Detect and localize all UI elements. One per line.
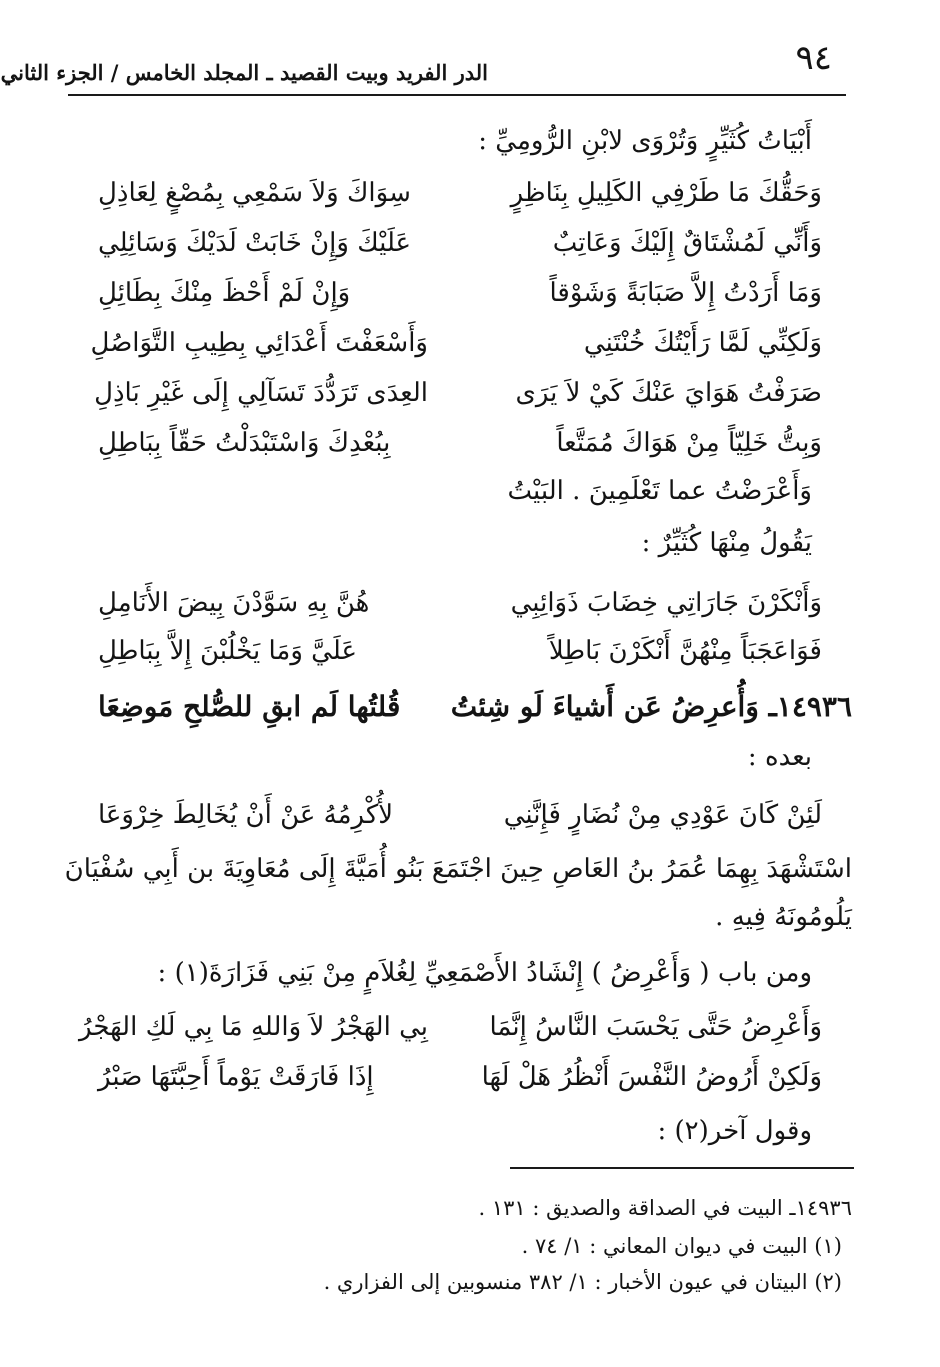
- verse-hemistich-right: وَأَعْرِضُ حَتَّى يَحْسَبَ النَّاسُ إِنَّمَا: [489, 1012, 822, 1042]
- prose-line: وقول آخر(٢) :: [657, 1116, 812, 1146]
- verse-hemistich-right: صَرَفْتُ هَوَايَ عَنْكَ كَيْ لاَ يَرَى: [515, 378, 822, 408]
- header-divider: [68, 94, 846, 96]
- footnote-2: (٢) البيتان في عيون الأخبار : ١/ ٣٨٢ منسوبين إلى الفزاري .: [323, 1270, 842, 1294]
- verse-hemistich-right: وَأَنِّي لَمُشْتَاقٌ إِلَيْكَ وَعَاتِبٌ: [552, 228, 822, 258]
- footnote-1: (١) البيت في ديوان المعاني : ١/ ٧٤ .: [521, 1234, 842, 1258]
- section-line: ومن باب ( وَأَعْرِضُ ) إِنْشَادُ الأَصْمَعِيِّ لِغُلاَمٍ مِنْ بَنِي فَزَارَةَ(١) :: [157, 958, 812, 988]
- verse-hemistich-left: لأُكْرِمُهُ عَنْ أَنْ يُخَالِطَ خِرْوَعَا: [98, 800, 394, 830]
- verse-hemistich-right: لَئِنْ كَانَ عَوْدِي مِنْ نُضَارٍ فَإِنَّنِي: [503, 800, 822, 830]
- entry-verse-right: ١٤٩٣٦ـ وَأُعرِضُ عَن أَشياءَ لَو شِئتُ: [450, 690, 852, 723]
- verse-hemistich-left: بِبُعْدِكَ وَاسْتَبْدَلْتُ حَقّاً بِبَاطِلِ: [98, 428, 391, 458]
- verse-hemistich-right: فَوَاعَجَبَاً مِنْهُنَّ أَنْكَرْنَ بَاطِلاً: [548, 636, 822, 666]
- verse-hemistich-right: وَبِتُّ خَلِيّاً مِنْ هَوَاكَ مُمَتَّعاً: [556, 428, 822, 458]
- after-label: بعده :: [747, 742, 812, 772]
- paragraph-line: اسْتَشْهَدَ بِهِمَا عُمَرُ بنُ العَاصِ حِينَ اجْتَمَعَ بَنُو أُمَيَّةَ إِلَى مُعَاوِيَةَ بن أَبِي سُفْيَانَ: [64, 854, 852, 884]
- prose-line: وَأَعْرَضْتُ عما تَعْلَمِينَ . البَيْتُ: [507, 476, 812, 506]
- verse-hemistich-left: سِوَاكَ وَلاَ سَمْعِي بِمُصْغٍ لِعَاذِلِ: [98, 178, 411, 208]
- verse-hemistich-right: وَمَا أَرَدْتُ إِلاَّ صَبَابَةً وَشَوْقاً: [549, 278, 822, 308]
- verse-hemistich-right: وَأَنْكَرْنَ جَارَاتِي خِضَابَ ذَوَائِبِي: [510, 588, 822, 618]
- footnote-divider: [510, 1167, 854, 1169]
- verse-hemistich-right: وَلَكِنْ أَرُوضُ النَّفْسَ أَنْظُرُ هَلْ لَهَا: [481, 1062, 822, 1092]
- verse-hemistich-right: وَلَكِنِّي لَمَّا رَأَيْتُكَ خُنْتَنِي: [583, 328, 822, 358]
- verse-hemistich-left: عَلَيْكَ وَإِنْ خَابَتْ لَدَيْكَ وَسَائِلِي: [98, 228, 412, 258]
- verse-hemistich-left: هُنَّ بِهِ سَوَّدْنَ بِيضَ الأَنَامِلِ: [98, 588, 370, 618]
- verse-hemistich-left: وَإِنْ لَمْ أَحْظَ مِنْكَ بِطَائِلِ: [98, 278, 351, 308]
- verse-hemistich-left: عَلَيَّ وَمَا يَخْلُبْنَ إِلاَّ بِبَاطِلِ: [98, 636, 357, 666]
- verse-hemistich-left: العِدَى تَرَدُّدَ تَسَآلِي إِلَى غَيْرِ بَاذِلِ: [94, 378, 428, 408]
- footnote-entry: ١٤٩٣٦ـ البيت في الصداقة والصديق : ١٣١ .: [478, 1196, 852, 1220]
- verse-hemistich-left: بِي الهَجْرُ لاَ وَاللهِ مَا بِي لَكِ الهَجْرُ: [79, 1012, 428, 1042]
- entry-verse-left: قُلتُها لَم ابقِ للصُّلحِ مَوضِعَا: [98, 690, 401, 723]
- page-number: ٩٤: [795, 38, 832, 78]
- verse-hemistich-right: وَحَقُّكَ مَا طَرْفِي الكَلِيلِ بِنَاظِرٍ: [510, 178, 822, 208]
- paragraph-line: يَلُومُونَهُ فِيهِ .: [715, 902, 852, 932]
- verse-hemistich-left: إِذَا فَارَقَتْ يَوْماً أَحِبَّتَهَا صَبْرُ: [98, 1062, 374, 1092]
- running-header: الدر الفريد وبيت القصيد ـ المجلد الخامس / الجزء الثاني: [0, 60, 488, 85]
- prose-line: يَقُولُ مِنْهَا كُثَيِّرٌ :: [641, 528, 812, 558]
- verse-hemistich-left: وَأَسْعَفْتَ أَعْدَائِي بِطِيبِ التَّوَاصُلِ: [90, 328, 428, 358]
- intro-line: أَبْيَاتُ كُثَيِّرٍ وَتُرْوَى لابْنِ الرُّومِيِّ :: [478, 126, 812, 156]
